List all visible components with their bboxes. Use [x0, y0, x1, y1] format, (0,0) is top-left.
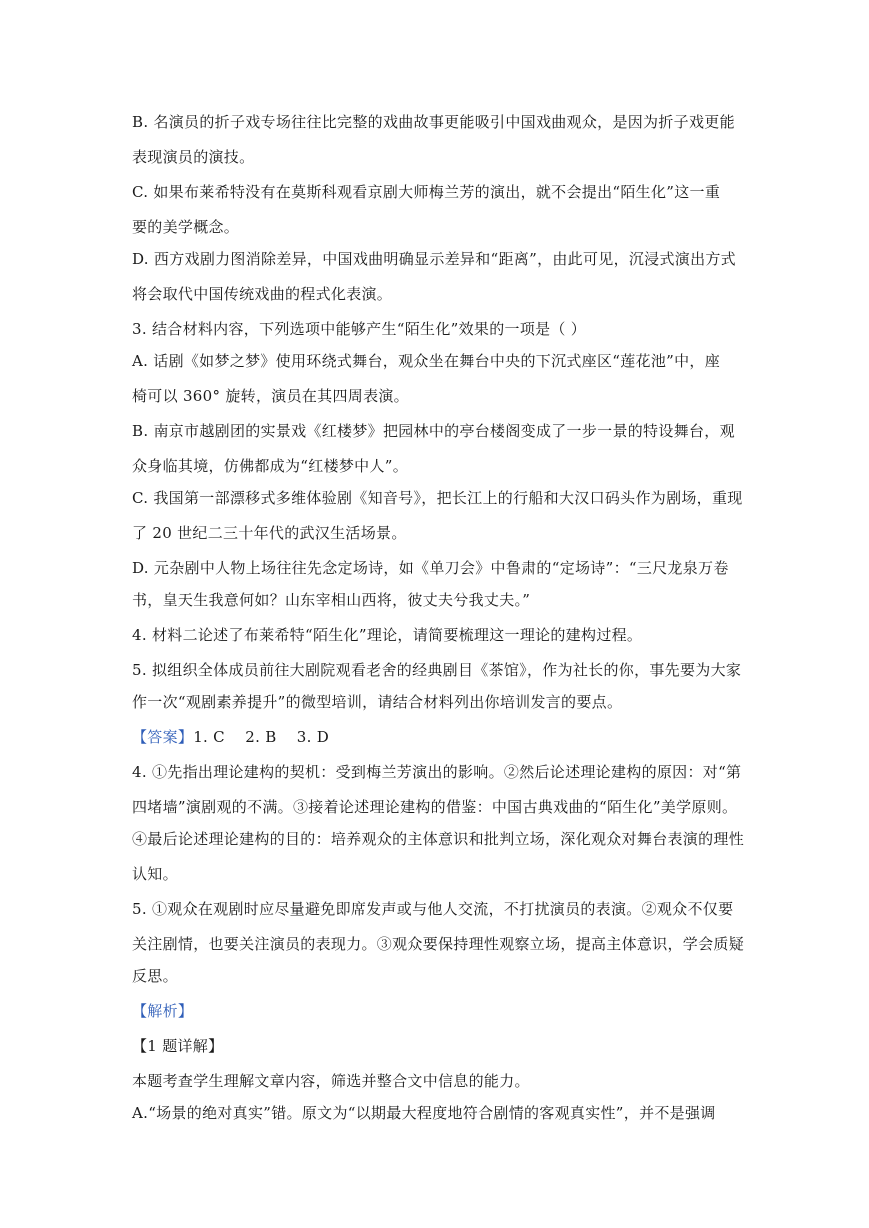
answer-4-line-3: ④最后论述理论建构的目的：培养观众的主体意识和批判立场，深化观众对舞台表演的理性 [132, 830, 745, 848]
q3-option-b-line-2: 众身临其境，仿佛都成为“红楼梦中人”。 [132, 457, 409, 475]
detail-option-a: A.“场景的绝对真实”错。原文为“以期最大程度地符合剧情的客观真实性”，并不是强调 [132, 1104, 716, 1122]
answer-5-line-3: 反思。 [132, 967, 178, 985]
answer-4-line-2: 四堵墙”演剧观的不满。③接着论述理论建构的借鉴：中国古典戏曲的“陌生化”美学原则。 [132, 798, 738, 816]
answer-4-line-1: 4. ①先指出理论建构的契机：受到梅兰芳演出的影响。②然后论述理论建构的原因：对“第 [132, 763, 742, 781]
detail-heading-1: 【1 题详解】 [132, 1037, 224, 1055]
option-b-line-2: 表现演员的演技。 [132, 148, 255, 166]
q3-option-c-line-2: 了 20 世纪二三十年代的武汉生活场景。 [132, 524, 407, 542]
question-4: 4. 材料二论述了布莱希特“陌生化”理论，请简要梳理这一理论的建构过程。 [132, 626, 643, 644]
answer-5-line-1: 5. ①观众在观剧时应尽量避免即席发声或与他人交流，不打扰演员的表演。②观众不仅要 [132, 900, 734, 918]
answer-row [132, 727, 329, 747]
detail-description: 本题考查学生理解文章内容，筛选并整合文中信息的能力。 [132, 1072, 530, 1090]
q3-option-d-line-2: 书，皇天生我意何如？山东宰相山西将，彼丈夫兮我丈夫。” [132, 591, 531, 609]
option-d-line-1: D. 西方戏剧力图消除差异，中国戏曲明确显示差异和“距离”，由此可见，沉浸式演出方式 [132, 250, 736, 268]
question-5-line-1: 5. 拟组织全体成员前往大剧院观看老舍的经典剧目《茶馆》，作为社长的你，事先要为大家 [132, 661, 742, 679]
q3-option-a-line-2: 椅可以 360° 旋转，演员在其四周表演。 [132, 387, 409, 405]
option-c-line-1: C. 如果布莱希特没有在莫斯科观看京剧大师梅兰芳的演出，就不会提出“陌生化”这一重 [132, 183, 721, 201]
answer-4-line-4: 认知。 [132, 865, 178, 883]
analysis-label: 【解析】 [132, 1002, 194, 1020]
q3-option-b-line-1: B. 南京市越剧团的实景戏《红楼梦》把园林中的亭台楼阁变成了一步一景的特设舞台，观 [132, 422, 735, 440]
question-3: 3. 结合材料内容，下列选项中能够产生“陌生化”效果的一项是（ ） [132, 320, 587, 338]
answer-5-line-2: 关注剧情，也要关注演员的表现力。③观众要保持理性观察立场，提高主体意识，学会质疑 [132, 935, 745, 953]
q3-option-c-line-1: C. 我国第一部漂移式多维体验剧《知音号》，把长江上的行船和大汉口码头作为剧场，重现 [132, 489, 743, 507]
question-5-line-2: 作一次“观剧素养提升”的微型培训，请结合材料列出你培训发言的要点。 [132, 693, 623, 711]
answer-values: 1. C 2. B 3. D [193, 728, 330, 746]
q3-option-a-line-1: A. 话剧《如梦之梦》使用环绕式舞台，观众坐在舞台中央的下沉式座区“莲花池”中，座 [132, 352, 721, 370]
option-d-line-2: 将会取代中国传统戏曲的程式化表演。 [132, 285, 393, 303]
option-b-line-1: B. 名演员的折子戏专场往往比完整的戏曲故事更能吸引中国戏曲观众，是因为折子戏更能 [132, 113, 735, 131]
option-c-line-2: 要的美学概念。 [132, 218, 240, 236]
answer-label: 【答案】 [132, 728, 194, 746]
q3-option-d-line-1: D. 元杂剧中人物上场往往先念定场诗，如《单刀会》中鲁肃的“定场诗”：“三尺龙泉万卷 [132, 559, 729, 577]
